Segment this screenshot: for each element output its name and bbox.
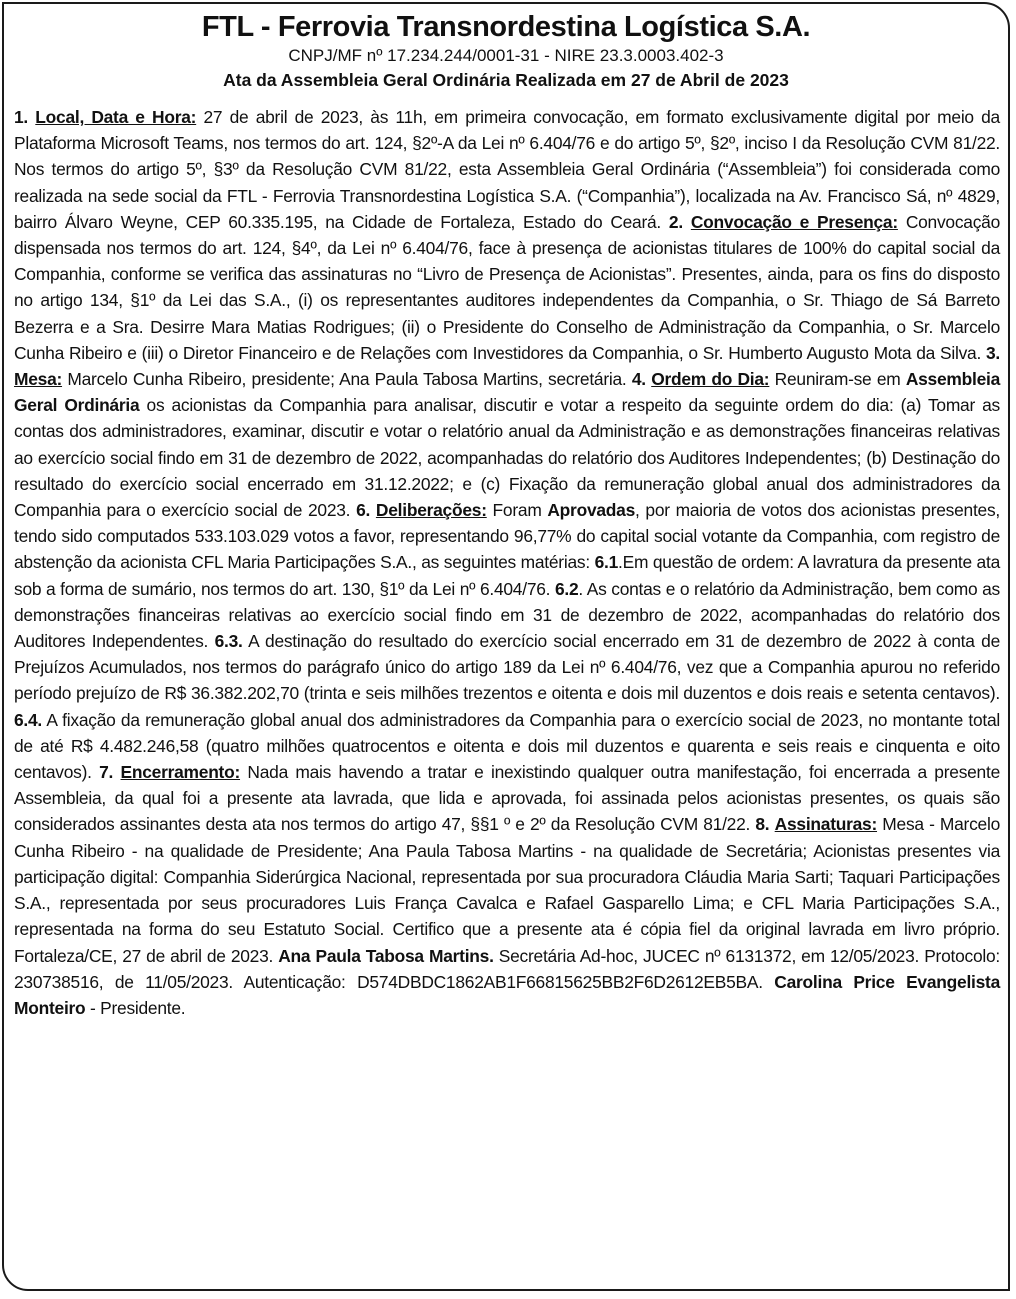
document-frame <box>2 2 1010 1291</box>
president-name: Carolina Price Evangelista Monteiro <box>14 971 1000 1018</box>
section-2-number: 2. <box>668 211 683 232</box>
section-8-text-a: Mesa - Marcelo Cunha Ribeiro - na qualidade de Presidente; Ana Paula Tabosa Martins - na qualidade de Secretária; Acionistas presentes via participação digital: Companhia Siderúrgica Nacional, representada por sua procuradora Cláudia Maria Sarti; Taquari Participações S.A., representada por seus procuradores Luis França Cavalca e Rafael Gasparello Lima; e CFL Maria Participações S.A., representada na forma do seu Estatuto Social. Certifico que a presente ata é cópia fiel da original lavrada em livro próprio. Fortaleza/CE, 27 de abril de 2023. <box>14 814 1000 966</box>
section-4-heading: Ordem do Dia: <box>651 369 770 390</box>
section-8-text-b: Secretária Ad-hoc, JUCEC nº 6131372, em 12/05/2023. Protocolo: 230738516, de 11/05/2023. Autenticação: D574DBDC1862AB1F66815625BB2F6D2612EB5BA. <box>14 945 1001 992</box>
section-4-text-b: os acionistas da Companhia para analisar, discutir e votar a respeito da seguinte ordem do dia: (a) Tomar as contas dos administradores, examinar, discutir e votar o relatório anual da Administração e as demonstrações financeiras relativas ao exercício social findo em 31 de dezembro de 2022, acompanhadas do relatório dos Auditores Independentes; (b) Destinação do resultado do exercício social encerrado em 31.12.2022; e (c) Fixação da remuneração global anual dos administradores da Companhia para o exercício social de 2023. <box>14 395 1000 521</box>
section-6-text-b: , por maioria de votos dos acionistas presentes, tendo sido computados 533.103.029 votos a favor, representando 96,77% do capital social votante da Companhia, com registro de abstenção da acionista CFL Maria Participações S.A., as seguintes matérias: <box>14 500 1000 573</box>
section-6-bold: Aprovadas <box>547 500 636 521</box>
item-6-1-text: .Em questão de ordem: A lavratura da presente ata sob a forma de sumário, nos termos do art. 130, §1º da Lei nº 6.404/76. <box>14 552 1000 599</box>
section-7-text: Nada mais havendo a tratar e inexistindo qualquer outra manifestação, foi encerrada a presente Assembleia, da qual foi a presente ata lavrada, que lida e aprovada, foi assinada pelos acionistas presentes, os quais são considerados assinantes desta ata nos termos do artigo 47, §§1 º e 2º da Resolução CVM 81/22. <box>14 762 1000 835</box>
item-6-1-number: 6.1 <box>594 552 619 573</box>
registration-line: CNPJ/MF nº 17.234.244/0001-31 - NIRE 23.3.0003.402-3 <box>288 46 724 65</box>
item-6-3-text: A destinação do resultado do exercício social encerrado em 31 de dezembro de 2022 à conta de Prejuízos Acumulados, nos termos do parágrafo único do artigo 189 da Lei nº 6.404/76, vez que a Companhia apurou no referido período prejuízo de R$ 36.382.202,70 (trinta e seis milhões trezentos e oitenta e dois mil duzentos e dois reais e setenta centavos). <box>14 631 1001 704</box>
section-1-number: 1. <box>14 107 29 127</box>
item-6-4-number: 6.4. <box>14 709 43 730</box>
section-3-text: Marcelo Cunha Ribeiro, presidente; Ana Paula Tabosa Martins, secretária. <box>62 369 632 390</box>
section-4-number: 4. <box>631 369 646 390</box>
secretary-name: Ana Paula Tabosa Martins. <box>278 945 494 966</box>
section-6-text-a: Foram <box>486 500 548 521</box>
minutes-body <box>14 104 1000 1021</box>
section-1-heading: Local, Data e Hora: <box>35 107 197 127</box>
section-7-heading: Encerramento: <box>120 762 241 783</box>
item-6-2-number: 6.2 <box>554 578 579 599</box>
section-8-number: 8. <box>755 814 770 835</box>
section-4-text-a: Reuniram-se em <box>769 369 906 390</box>
section-6-number: 6. <box>356 500 371 521</box>
section-4-bold: Assembleia Geral Ordinária <box>14 369 1000 416</box>
minutes-subtitle: Ata da Assembleia Geral Ordinária Realizada em 27 de Abril de 2023 <box>223 70 789 90</box>
company-title: FTL - Ferrovia Transnordestina Logística S.A. <box>201 11 811 43</box>
section-2-heading: Convocação e Presença: <box>690 211 898 232</box>
section-1-text: 27 de abril de 2023, às 11h, em primeira convocação, em formato exclusivamente digital por meio da Plataforma Microsoft Teams, nos termos do art. 124, §2º-A da Lei nº 6.404/76 e do artigo 5º, §2º, inciso I da Resolução CVM 81/22. Nos termos do artigo 5º, §3º da Resolução CVM 81/22, esta Assembleia Geral Ordinária (“Assembleia”) foi considerada como realizada na sede social da FTL - Ferrovia Transnordestina Logística S.A. (“Companhia”), localizada na Av. Francisco Sá, nº 4829, bairro Álvaro Weyne, CEP 60.335.195, na Cidade de Fortaleza, Estado do Ceará. <box>14 107 1000 232</box>
document-header <box>4 10 1008 91</box>
section-2-text: Convocação dispensada nos termos do art. 124, §4º, da Lei nº 6.404/76, face à presença de acionistas titulares de 100% do capital social da Companhia, conforme se verifica das assinaturas no “Livro de Presença de Acionistas”. Presentes, ainda, para os fins do disposto no artigo 134, §1º da Lei das S.A., (i) os representantes auditores independentes da Companhia, o Sr. Thiago de Sá Barreto Bezerra e a Sra. Desirre Mara Matias Rodrigues; (ii) o Presidente do Conselho de Administração da Companhia, o Sr. Marcelo Cunha Ribeiro e (iii) o Diretor Financeiro e de Relações com Investidores da Companhia, o Sr. Humberto Augusto Mota da Silva. <box>14 211 1000 363</box>
section-8-heading: Assinaturas: <box>774 814 878 835</box>
item-6-3-number: 6.3. <box>214 631 243 652</box>
item-6-2-text: . As contas e o relatório da Administração, bem como as demonstrações financeiras relativas ao exercício social findo em 31 de dezembro de 2022, acompanhadas do relatório dos Auditores Independentes. <box>14 578 1000 652</box>
section-3-heading: Mesa: <box>14 369 63 390</box>
item-6-4-text: A fixação da remuneração global anual dos administradores da Companhia para o exercício social de 2023, no montante total de até R$ 4.482.246,58 (quatro milhões quatrocentos e oitenta e dois mil duzentos e quarenta e seis reais e cinquenta e oito centavos). <box>14 709 1000 783</box>
section-3-number: 3. <box>985 342 1000 363</box>
president-role: - Presidente. <box>85 997 186 1018</box>
section-7-number: 7. <box>99 762 114 783</box>
section-6-heading: Deliberações: <box>375 500 487 521</box>
